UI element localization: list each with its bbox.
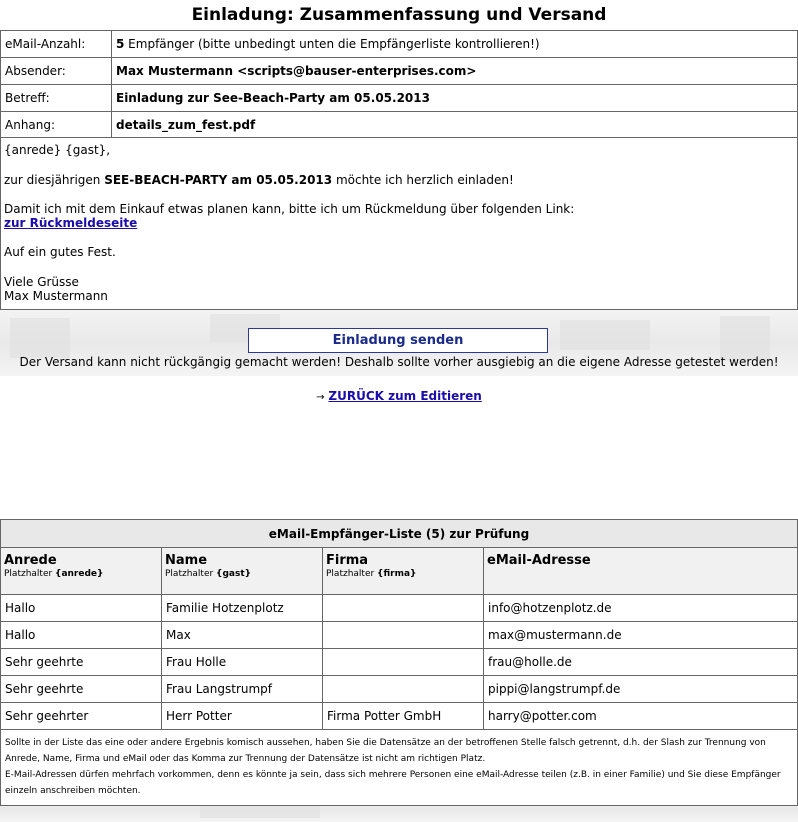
column-placeholder: Platzhalter {firma} bbox=[326, 569, 417, 579]
message-link-line bbox=[4, 216, 794, 230]
summary-row-subject bbox=[1, 85, 798, 112]
cell-name: Max bbox=[162, 622, 323, 649]
send-invitation-button[interactable]: Einladung senden bbox=[248, 328, 548, 353]
attachment-value bbox=[112, 112, 798, 139]
arrow-right-icon: → bbox=[316, 392, 325, 403]
message-line1-bold: SEE-BEACH-PARTY am 05.05.2013 bbox=[104, 173, 333, 187]
message-greeting: {anrede} {gast}, bbox=[4, 143, 111, 157]
column-placeholder: Platzhalter {anrede} bbox=[4, 569, 104, 579]
recipient-table-caption: eMail-Empfänger-Liste (5) zur Prüfung bbox=[1, 520, 798, 548]
warning-text: Der Versand kann nicht rückgängig gemacht werden! Deshalb sollte vorher ausgiebig an die eigene Adresse getestet werden! bbox=[19, 355, 779, 369]
cell-email: max@mustermann.de bbox=[484, 622, 798, 649]
subject-text: Einladung zur See-Beach-Party am 05.05.2013 bbox=[116, 91, 430, 105]
subject-value bbox=[112, 85, 798, 112]
note-row bbox=[1, 730, 798, 806]
back-to-edit-link[interactable]: ZURÜCK zum Editieren bbox=[328, 389, 482, 403]
message-closing: Viele Grüsse bbox=[4, 275, 79, 289]
count-text: Empfänger (bitte unbedingt unten die Empfängerliste kontrollieren!) bbox=[124, 37, 540, 51]
cell-anrede: Sehr geehrte bbox=[1, 676, 162, 703]
summary-row-attachment bbox=[1, 112, 798, 139]
cell-firma: Firma Potter GmbH bbox=[323, 703, 484, 730]
back-link-row bbox=[0, 389, 798, 403]
cell-name: Herr Potter bbox=[162, 703, 323, 730]
cell-anrede: Hallo bbox=[1, 622, 162, 649]
cell-anrede: Hallo bbox=[1, 595, 162, 622]
background-shape bbox=[560, 320, 650, 350]
column-header-name bbox=[162, 548, 323, 595]
cell-email: pippi@langstrumpf.de bbox=[484, 676, 798, 703]
column-title: Firma bbox=[326, 553, 369, 568]
table-row bbox=[1, 622, 798, 649]
summary-row-sender bbox=[1, 58, 798, 85]
message-body bbox=[0, 137, 798, 310]
message-line2: Damit ich mit dem Einkauf etwas planen kann, bitte ich um Rückmeldung über folgenden Link: bbox=[4, 202, 575, 216]
attachment-text: details_zum_fest.pdf bbox=[116, 118, 256, 132]
sender-label: Absender: bbox=[1, 58, 112, 85]
cell-email: frau@holle.de bbox=[484, 649, 798, 676]
count-value bbox=[112, 31, 798, 58]
background-shape bbox=[10, 318, 70, 358]
summary-row-count bbox=[1, 31, 798, 58]
cell-firma bbox=[323, 649, 484, 676]
cell-name: Frau Langstrumpf bbox=[162, 676, 323, 703]
note-duplicate-hint: E-Mail-Adressen dürfen mehrfach vorkommen, denn es könnte ja sein, dass sich mehrere Personen eine eMail-Adresse teilen (z.B. in einer Familie) und Sie diese Empfänger einzeln anschreiben möchten. bbox=[5, 770, 781, 796]
attachment-label: Anhang: bbox=[1, 112, 112, 139]
cell-name: Frau Holle bbox=[162, 649, 323, 676]
page-title: Einladung: Zusammenfassung und Versand bbox=[191, 5, 607, 25]
recipient-note bbox=[1, 730, 798, 806]
message-line1 bbox=[4, 173, 794, 187]
table-row bbox=[1, 703, 798, 730]
table-row bbox=[1, 676, 798, 703]
message-signature: Max Mustermann bbox=[4, 289, 108, 303]
column-header-email bbox=[484, 548, 798, 595]
note-separator-hint: Sollte in der Liste das eine oder andere Ergebnis komisch aussehen, haben Sie die Datensätze an der betroffenen Stelle falsch getrennt, d.h. der Slash zur Trennung von Anrede, Name, Firma und eMail oder das Komma zur Trennung der Datensätze ist nicht am richtigen Platz. bbox=[5, 738, 766, 764]
cell-email: harry@potter.com bbox=[484, 703, 798, 730]
message-line3: Auf ein gutes Fest. bbox=[4, 245, 116, 259]
subject-label: Betreff: bbox=[1, 85, 112, 112]
cell-anrede: Sehr geehrter bbox=[1, 703, 162, 730]
cell-email: info@hotzenplotz.de bbox=[484, 595, 798, 622]
message-line1-post: möchte ich herzlich einladen! bbox=[332, 173, 514, 187]
message-line1-pre: zur diesjährigen bbox=[4, 173, 105, 187]
column-title: Anrede bbox=[4, 553, 57, 568]
column-header-firma bbox=[323, 548, 484, 595]
column-title: Name bbox=[165, 553, 208, 568]
count-number: 5 bbox=[116, 37, 125, 51]
cell-firma bbox=[323, 676, 484, 703]
column-title: eMail-Adresse bbox=[487, 553, 591, 568]
recipient-header-row bbox=[1, 548, 798, 595]
cell-firma bbox=[323, 622, 484, 649]
table-row bbox=[1, 595, 798, 622]
column-header-anrede bbox=[1, 548, 162, 595]
count-label: eMail-Anzahl: bbox=[1, 31, 112, 58]
table-row bbox=[1, 649, 798, 676]
cell-firma bbox=[323, 595, 484, 622]
sender-text: Max Mustermann <scripts@bauser-enterprises.com> bbox=[116, 64, 477, 78]
cell-anrede: Sehr geehrte bbox=[1, 649, 162, 676]
sender-value bbox=[112, 58, 798, 85]
summary-table bbox=[0, 30, 798, 139]
column-placeholder: Platzhalter {gast} bbox=[165, 569, 252, 579]
recipient-table bbox=[0, 519, 798, 806]
feedback-link[interactable]: zur Rückmeldeseite bbox=[4, 216, 138, 230]
cell-name: Familie Hotzenplotz bbox=[162, 595, 323, 622]
